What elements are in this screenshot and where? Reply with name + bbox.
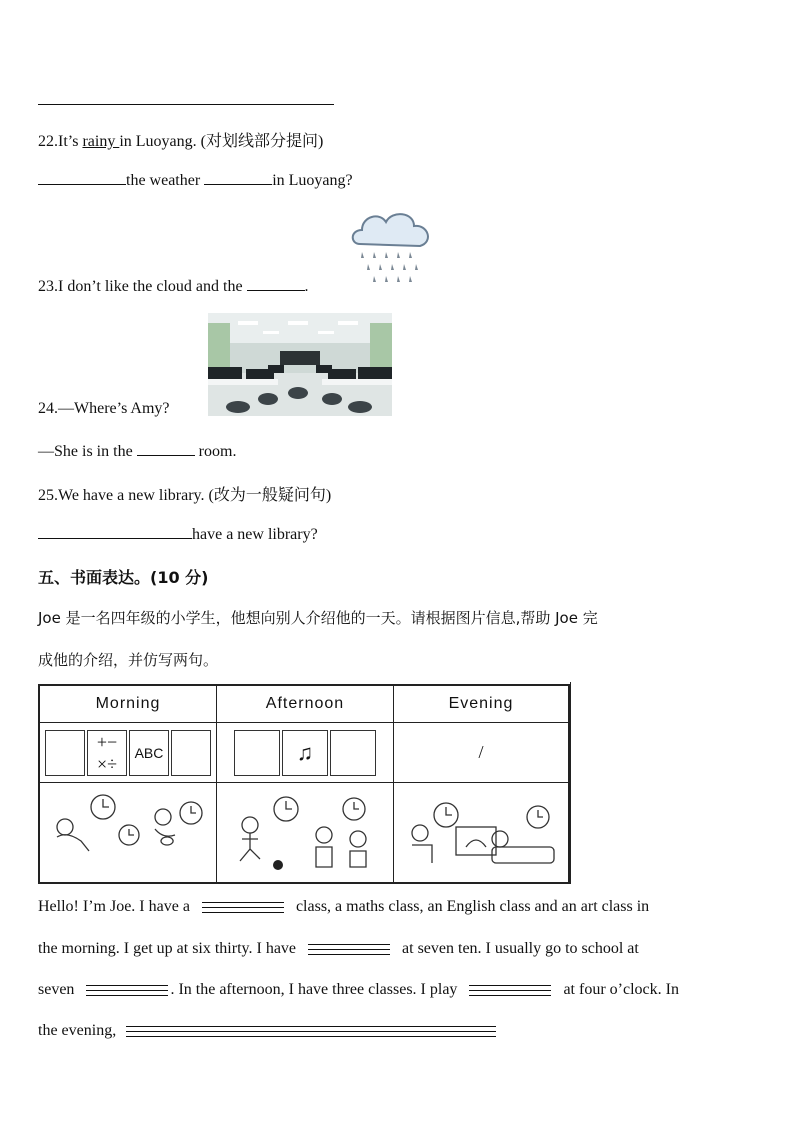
q22-blank-1[interactable]	[38, 170, 126, 185]
music-notes-icon: ♫	[282, 730, 328, 776]
question-22	[38, 128, 323, 151]
q23-blank[interactable]	[247, 276, 305, 291]
q22-answer-end: in Luoyang?	[272, 172, 353, 189]
passage-l2a: the morning. I get up at six thirty. I have	[38, 940, 297, 957]
schedule-header-evening: Evening	[394, 685, 570, 723]
q22-blank-2[interactable]	[204, 170, 272, 185]
answer-line-top[interactable]	[38, 104, 334, 105]
q22-text-pre: It’s	[58, 133, 83, 150]
art-palette-icon	[171, 730, 211, 776]
question-24: 24.—Where’s Amy?	[38, 400, 170, 417]
schedule-header-afternoon: Afternoon	[217, 685, 394, 723]
evening-activities-drawing	[396, 785, 566, 875]
passage-l3a: seven	[38, 981, 75, 998]
q23-end: .	[304, 278, 309, 295]
passage-l1a: Hello! I’m Joe. I have a	[38, 898, 190, 915]
evening-classes-cell: /	[394, 723, 570, 783]
passage-l3c: at four o’clock. In	[563, 981, 679, 998]
passage-blank-5[interactable]	[126, 1026, 496, 1037]
passage-l4a: the evening,	[38, 1022, 117, 1039]
schedule-header-morning: Morning	[39, 685, 217, 723]
q23-text: 23.I don’t like the cloud and the	[38, 278, 243, 295]
q22-answer-mid: the weather	[126, 172, 201, 189]
table-right-edge-line	[570, 682, 571, 884]
q25-answer-end: have a new library?	[192, 526, 318, 543]
q22-text-post: in Luoyang. (对划线部分提问)	[119, 133, 324, 150]
science-rocket-icon	[234, 730, 280, 776]
astronaut-helmet-icon	[330, 730, 376, 776]
evening-activities-picture	[394, 783, 570, 883]
rain-cloud-image	[348, 206, 436, 290]
section-5-intro-line-2: 成他的介绍，并仿写两句。	[38, 651, 219, 669]
q22-number: 22.	[38, 133, 58, 150]
computer-room-image	[208, 313, 392, 416]
afternoon-activities-picture	[217, 783, 394, 883]
question-25: 25.We have a new library. (改为一般疑问句)	[38, 487, 332, 504]
morning-activities-drawing	[43, 785, 213, 875]
passage-l2b: at seven ten. I usually go to school at	[402, 940, 639, 957]
morning-classes-icons	[39, 723, 217, 783]
q24-blank[interactable]	[137, 441, 195, 456]
passage-line-1	[38, 898, 649, 916]
afternoon-activities-drawing	[220, 785, 390, 875]
q25-blank[interactable]	[38, 524, 192, 539]
question-23	[38, 276, 309, 296]
passage-blank-4[interactable]	[469, 985, 551, 996]
maths-symbols-icon: +− ×÷	[87, 730, 127, 776]
morning-activities-picture	[39, 783, 217, 883]
passage-line-3	[38, 981, 679, 999]
passage-blank-2[interactable]	[308, 944, 390, 955]
q24-answer-post: room.	[198, 443, 237, 460]
q24-answer-pre: —She is in the	[38, 443, 133, 460]
passage-blank-3[interactable]	[86, 985, 168, 996]
chinese-book-icon	[45, 730, 85, 776]
afternoon-classes-icons	[217, 723, 394, 783]
abc-letters-icon: ABC	[129, 730, 169, 776]
passage-line-2	[38, 940, 639, 958]
section-5-intro-line-1: Joe 是一名四年级的小学生，他想向别人介绍他的一天。请根据图片信息,帮助 Joe 完	[38, 609, 598, 627]
schedule-table	[38, 684, 570, 884]
passage-l3b: . In the afternoon, I have three classes. I play	[170, 981, 458, 998]
q22-underlined-word: rainy	[82, 133, 120, 150]
passage-line-4	[38, 1022, 502, 1040]
q22-answer	[38, 170, 353, 190]
q25-answer	[38, 524, 318, 544]
passage-l1b: class, a maths class, an English class and an art class in	[295, 898, 650, 915]
section-5-title: 五、书面表达。(10 分)	[38, 568, 209, 587]
q24-answer	[38, 441, 236, 461]
passage-blank-1[interactable]	[202, 902, 284, 913]
